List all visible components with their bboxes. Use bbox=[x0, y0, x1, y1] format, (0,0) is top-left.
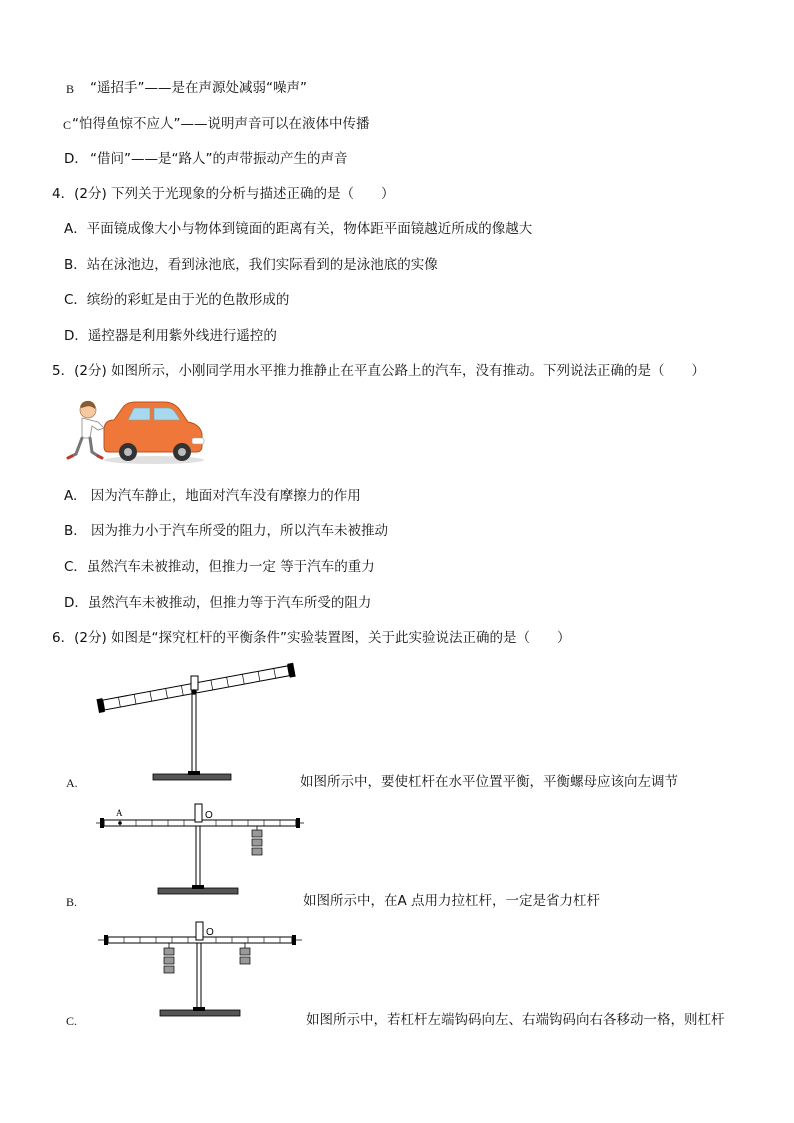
q6-stem: 6．(2分) 如图是“探究杠杆的平衡条件”实验装置图，关于此实验说法正确的是（ ） bbox=[52, 630, 571, 646]
q6-option-c-text: 如图所示中，若杠杆左端钩码向左、右端钩码向右各移动一格，则杠杆 bbox=[306, 1012, 725, 1028]
lever-figure-a bbox=[96, 662, 306, 784]
q3-option-d-letter: D． bbox=[64, 151, 88, 167]
q6-option-b-text: 如图所示中，在A 点用力拉杠杆，一定是省力杠杆 bbox=[303, 893, 601, 909]
q4-option-a: A．平面镜成像大小与物体到镜面的距离有关，物体距平面镜越近所成的像越大 bbox=[64, 221, 533, 237]
q5-option-d: D．虽然汽车未被推动，但推力等于汽车所受的阻力 bbox=[64, 595, 372, 611]
boy-pushing-car-illustration bbox=[68, 398, 208, 468]
q3-option-c-letter: C bbox=[63, 118, 72, 132]
lever-b-point-label: A bbox=[116, 808, 123, 818]
q6-option-b-letter: B. bbox=[66, 895, 78, 909]
q5-option-c: C．虽然汽车未被推动，但推力一定 等于汽车的重力 bbox=[64, 559, 375, 575]
q4-option-c: C．缤纷的彩虹是由于光的色散形成的 bbox=[64, 292, 290, 308]
q3-option-c-text: “怕得鱼惊不应人”——说明声音可以在液体中传播 bbox=[72, 116, 370, 132]
q4-option-b: B．站在泳池边，看到泳池底，我们实际看到的是泳池底的实像 bbox=[64, 257, 438, 273]
q6-option-a-text: 如图所示中，要使杠杆在水平位置平衡，平衡螺母应该向左调节 bbox=[300, 774, 678, 790]
lever-b-pivot-label: O bbox=[205, 810, 213, 821]
q5-option-a: A. 因为汽车静止，地面对汽车没有摩擦力的作用 bbox=[64, 488, 361, 504]
q6-option-c-letter: C. bbox=[66, 1014, 78, 1028]
q5-stem: 5．(2分) 如图所示，小刚同学用水平推力推静止在平直公路上的汽车，没有推动。下列说法正确的是（ ） bbox=[52, 363, 706, 379]
q6-option-a-letter: A. bbox=[66, 776, 78, 790]
lever-c-pivot-label: O bbox=[206, 927, 214, 938]
lever-figure-c bbox=[96, 918, 306, 1022]
q3-option-b-text: “遥招手”——是在声源处减弱“噪声” bbox=[90, 80, 307, 96]
q5-option-b: B. 因为推力小于汽车所受的阻力，所以汽车未被推动 bbox=[64, 523, 389, 539]
lever-figure-b bbox=[92, 800, 308, 900]
q3-option-b-letter: B bbox=[66, 82, 75, 96]
q4-option-d: D．遥控器是利用紫外线进行遥控的 bbox=[64, 328, 277, 344]
q4-stem: 4．(2分) 下列关于光现象的分析与描述正确的是（ ） bbox=[52, 186, 395, 202]
q3-option-d-text: “借问”——是“路人”的声带振动产生的声音 bbox=[90, 151, 348, 167]
